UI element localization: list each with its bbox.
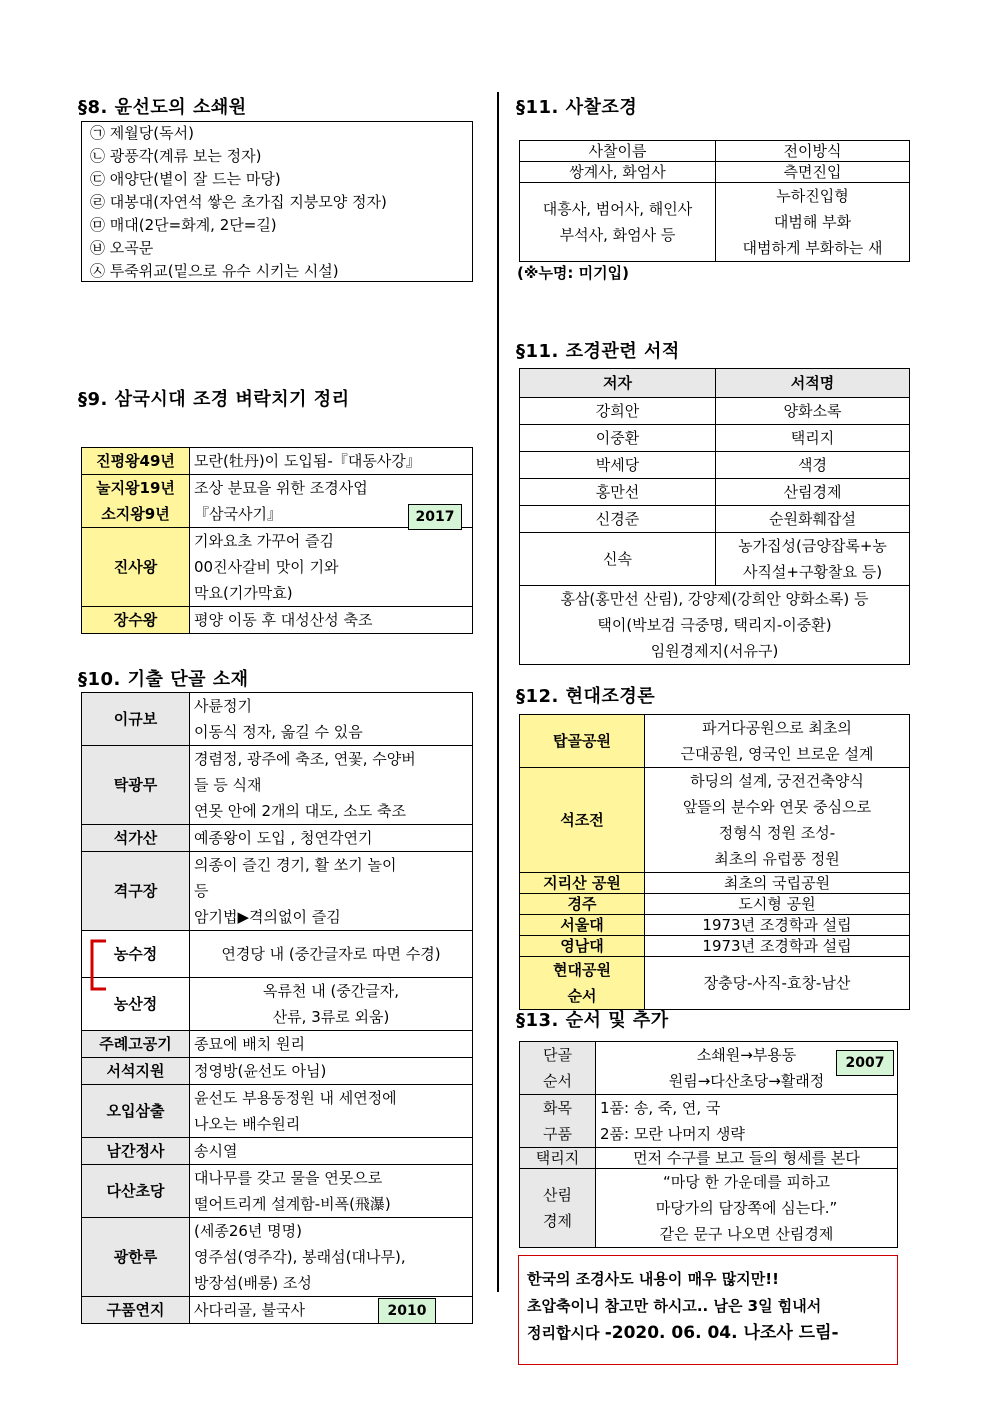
s12-value <box>645 894 910 915</box>
cell-line: 원림→다산초당→활래정 <box>668 1072 825 1090</box>
s8-item: ㉡ 광풍각(계류 보는 정자) <box>90 147 262 165</box>
cell-line: 단골 <box>543 1046 572 1064</box>
closing-signature: -2020. 06. 04. 나조사 드림- <box>604 1323 839 1343</box>
s11b-cell: 신경준 <box>520 506 716 533</box>
s10-value <box>190 978 473 1031</box>
cell-line: 1973년 조경학과 설립 <box>702 916 852 934</box>
closing-line: 정리합시다 -2020. 06. 04. 나조사 드림- <box>527 1323 839 1343</box>
s11b-cell: 신속 <box>520 533 716 586</box>
s12-key <box>520 715 645 768</box>
closing-line: 한국의 조경사도 내용이 매우 많지만!! <box>527 1270 779 1288</box>
cell-line: 앞뜰의 분수와 연못 중심으로 <box>682 798 872 816</box>
table-row <box>82 931 473 978</box>
cell-line: 들 등 식재 <box>194 776 262 794</box>
s10-value <box>190 1058 473 1085</box>
s10-value <box>190 931 473 978</box>
cell-line: 2품: 모란 나머지 생략 <box>600 1125 745 1143</box>
cell-line: 순서 <box>543 1072 572 1090</box>
table-row <box>520 425 910 452</box>
s13-title: §13. 순서 및 추가 <box>516 1010 669 1031</box>
s11b-cell: 택리지 <box>716 425 910 452</box>
cell-line: 도시형 공원 <box>738 895 816 913</box>
cell-line: 같은 문구 나오면 산림경제 <box>659 1225 834 1243</box>
s13-value <box>596 1095 898 1148</box>
cell-line: 방장섬(배롱) 조성 <box>194 1274 312 1292</box>
cell-line: 1품: 송, 죽, 연, 국 <box>600 1099 721 1117</box>
s9-value: 기와요초 가꾸어 즐김 00진사갈비 맛이 기와 막요(기가막효) <box>190 528 473 607</box>
table-row <box>82 1085 473 1138</box>
s10-key: 격구장 <box>82 852 190 931</box>
s13-key <box>520 1148 596 1169</box>
s10-value <box>190 1138 473 1165</box>
cell-line: 마당가의 담장쪽에 심는다.” <box>655 1199 838 1217</box>
table-row <box>520 586 910 665</box>
s8-item: ㉣ 대봉대(자연석 쌓은 초가집 지붕모양 정자) <box>90 193 387 211</box>
s12-value <box>645 715 910 768</box>
table-row <box>82 852 473 931</box>
cell-line: 하딩의 설계, 궁전건축양식 <box>690 772 864 790</box>
cell-line: 산림 <box>543 1186 572 1204</box>
table-row <box>520 1169 898 1248</box>
s11b-cell: 색경 <box>716 452 910 479</box>
cell-line: 경렴정, 광주에 축조, 연꽃, 수양버 <box>194 750 416 768</box>
cell-line: 임원경제지(서유구) <box>650 642 779 660</box>
cell-line: 장충당-사직-효창-남산 <box>703 974 851 992</box>
s8-item: ㉠ 제월당(독서) <box>90 124 194 142</box>
s8-box <box>81 121 473 282</box>
cell-line: 소쇄원→부용동 <box>696 1046 797 1064</box>
table-row <box>520 936 910 957</box>
s10-value <box>190 1031 473 1058</box>
cell-line: 서울대 <box>560 916 604 934</box>
cell-line: 등 <box>194 882 209 900</box>
s11a-title: §11. 사찰조경 <box>516 97 638 118</box>
s9-value: 조상 분묘을 위한 조경사업 『삼국사기』 2017 <box>190 475 473 528</box>
cell-line: 대나무를 갖고 물을 연못으로 <box>194 1169 383 1187</box>
table-row <box>520 894 910 915</box>
table-row <box>520 957 910 1010</box>
s9-key: 진평왕49년 <box>82 448 190 475</box>
s8-item: ㉥ 오곡문 <box>90 239 154 257</box>
cell-line: 산류, 3류로 외움) <box>272 1008 390 1026</box>
cell-line: 사직설+구황찰요 등) <box>742 563 883 581</box>
s12-key <box>520 936 645 957</box>
cell-line: 정형식 정원 조성- <box>718 824 836 842</box>
s8-item: ㉢ 애양단(볕이 잘 드는 마당) <box>90 170 281 188</box>
table-row <box>82 1031 473 1058</box>
s11b-cell: 이중환 <box>520 425 716 452</box>
s11a-cell: 누하진입형 대범해 부화 대범하게 부화하는 새 <box>716 183 910 262</box>
cell-line: 정영방(윤선도 아님) <box>194 1062 327 1080</box>
s10-key: 서석지원 <box>82 1058 190 1085</box>
cell-line: 순서 <box>567 987 597 1005</box>
year-badge: 2017 <box>408 504 462 530</box>
s11b-cell <box>716 533 910 586</box>
cell-line: 이동식 정자, 옮길 수 있음 <box>194 723 363 741</box>
s10-value <box>190 825 473 852</box>
cell-line: 최초의 국립공원 <box>723 874 831 892</box>
table-row <box>82 746 473 825</box>
s10-value <box>190 1297 473 1324</box>
cell-line: 사다리골, 불국사 <box>194 1301 305 1319</box>
s10-value <box>190 1085 473 1138</box>
s11a-header: 전이방식 <box>716 141 910 162</box>
table-row <box>82 1165 473 1218</box>
s12-value <box>645 936 910 957</box>
cell-line: 암기법▶격의없이 즐김 <box>194 908 341 926</box>
cell-line: 1973년 조경학과 설립 <box>702 937 852 955</box>
s12-value <box>645 915 910 936</box>
s10-key: 광한루 <box>82 1218 190 1297</box>
cell-line: 경제 <box>543 1212 572 1230</box>
closing-note <box>518 1255 898 1365</box>
s12-value <box>645 873 910 894</box>
column-divider <box>497 92 499 1292</box>
s13-value <box>596 1148 898 1169</box>
pair-bracket <box>84 935 110 997</box>
s9-title: §9. 삼국시대 조경 벼락치기 정리 <box>78 389 350 410</box>
s11b-cell: 박세당 <box>520 452 716 479</box>
s10-value <box>190 852 473 931</box>
s10-value <box>190 746 473 825</box>
s11b-cell: 강희안 <box>520 398 716 425</box>
table-row <box>82 693 473 746</box>
s11b-cell: 양화소록 <box>716 398 910 425</box>
table-row <box>520 1095 898 1148</box>
table-row <box>520 915 910 936</box>
cell-line: 탑골공원 <box>553 732 611 750</box>
table-row <box>520 533 910 586</box>
cell-line: 홍삼(홍만선 산림), 강양제(강희안 양화소록) 등 <box>560 590 869 608</box>
cell-line: 최초의 유럽풍 정원 <box>714 850 840 868</box>
table-row <box>82 1058 473 1085</box>
table-row <box>520 479 910 506</box>
s13-value <box>596 1169 898 1248</box>
s10-key: 농산정 <box>82 978 190 1031</box>
cell-line: 예종왕이 도입 , 청연각연기 <box>194 829 373 847</box>
s10-key: 이규보 <box>82 693 190 746</box>
s11b-title: §11. 조경관련 서적 <box>516 341 680 362</box>
s10-key: 남간정사 <box>82 1138 190 1165</box>
cell-line: 영주섬(영주각), 봉래섬(대나무), <box>194 1248 406 1266</box>
table-row <box>82 978 473 1031</box>
cell-line: 윤선도 부용동정원 내 세연정에 <box>194 1089 397 1107</box>
s11b-table <box>519 368 910 665</box>
s13-key <box>520 1042 596 1095</box>
table-row <box>82 1218 473 1297</box>
s11b-header: 저자 <box>520 369 716 398</box>
table-row <box>520 369 910 398</box>
s10-key: 구품연지 <box>82 1297 190 1324</box>
cell-line: 택이(박보검 극중명, 택리지-이중환) <box>597 616 832 634</box>
s13-key <box>520 1169 596 1248</box>
s9-value: 평양 이동 후 대성산성 축조 <box>190 607 473 634</box>
s12-key <box>520 915 645 936</box>
s9-key: 진사왕 <box>82 528 190 607</box>
cell-line: 떨어트리게 설계함-비폭(飛瀑) <box>194 1195 391 1213</box>
cell-line: 종묘에 배치 원리 <box>194 1035 305 1053</box>
table-row <box>520 452 910 479</box>
closing-line: 초압축이니 참고만 하시고.. 남은 3일 힘내서 <box>527 1297 822 1315</box>
year-badge: 2007 <box>836 1050 894 1076</box>
s8-title: §8. 윤선도의 소쇄원 <box>78 97 247 118</box>
s11a-cell: 대흥사, 범어사, 해인사 부석사, 화엄사 등 <box>520 183 716 262</box>
cell-line: 옥류천 내 (중간글자, <box>262 982 400 1000</box>
s8-list <box>90 122 472 283</box>
table-row <box>520 715 910 768</box>
s9-table <box>81 447 473 634</box>
s11a-table <box>519 140 910 262</box>
cell-line: 화목 <box>543 1099 572 1117</box>
table-row <box>520 398 910 425</box>
cell-line: 농가집성(금양잡록+농 <box>738 537 887 555</box>
cell-line: 근대공원, 영국인 브로운 설계 <box>680 745 874 763</box>
s12-value <box>645 768 910 873</box>
s12-key <box>520 768 645 873</box>
s9-value: 모란(牡丹)이 도입됨-『대동사강』 <box>190 448 473 475</box>
s11b-footer <box>520 586 910 665</box>
cell-line: “마당 한 가운데를 피하고 <box>663 1173 830 1191</box>
table-row <box>520 1148 898 1169</box>
s10-value <box>190 1218 473 1297</box>
cell-line: (세종26년 명명) <box>194 1222 303 1240</box>
s11b-cell: 순원화훼잡설 <box>716 506 910 533</box>
s12-key <box>520 873 645 894</box>
cell-line: 연못 안에 2개의 대도, 소도 축조 <box>194 802 407 820</box>
s8-item: ㉦ 투죽위교(밑으로 유수 시키는 시설) <box>90 262 339 280</box>
cell-line: 연경당 내 (중간글자로 따면 수경) <box>221 945 441 963</box>
table-row <box>520 873 910 894</box>
s10-key: 주례고공기 <box>82 1031 190 1058</box>
s11a-header: 사찰이름 <box>520 141 716 162</box>
cell-line: 현대공원 <box>553 961 611 979</box>
cell-line: 영남대 <box>560 937 604 955</box>
s9-key: 장수왕 <box>82 607 190 634</box>
s13-value <box>596 1042 898 1095</box>
s12-value <box>645 957 910 1010</box>
s11b-cell: 산림경제 <box>716 479 910 506</box>
cell-line: 사륜정기 <box>194 697 252 715</box>
cell-line: 먼저 수구를 보고 들의 형세를 본다 <box>633 1149 860 1167</box>
cell-line: 의종이 즐긴 경기, 활 쏘기 놀이 <box>194 856 397 874</box>
s12-title: §12. 현대조경론 <box>516 686 656 707</box>
s12-key <box>520 894 645 915</box>
cell-line: 경주 <box>567 895 597 913</box>
cell-line: 석조전 <box>560 811 604 829</box>
s11a-cell: 쌍계사, 화엄사 <box>520 162 716 183</box>
s10-key: 탁광무 <box>82 746 190 825</box>
s10-value <box>190 1165 473 1218</box>
s8-item: ㉤ 매대(2단=화계, 2단=길) <box>90 216 277 234</box>
cell-line: 파거다공원으로 최초의 <box>702 719 852 737</box>
cell-line: 택리지 <box>535 1149 580 1167</box>
s11a-note: (※누명: 미기입) <box>517 264 629 282</box>
s10-key: 석가산 <box>82 825 190 852</box>
year-badge: 2010 <box>378 1298 436 1324</box>
s11a-cell: 측면진입 <box>716 162 910 183</box>
s12-table <box>519 714 910 1010</box>
table-row <box>82 1297 473 1324</box>
s13-table <box>519 1041 898 1248</box>
s11b-cell: 홍만선 <box>520 479 716 506</box>
table-row <box>520 1042 898 1095</box>
s11b-header: 서적명 <box>716 369 910 398</box>
table-row <box>82 825 473 852</box>
s10-table <box>81 692 473 1324</box>
s12-key <box>520 957 645 1010</box>
table-row <box>520 506 910 533</box>
s10-value <box>190 693 473 746</box>
s10-key: 농수정 <box>82 931 190 978</box>
cell-line: 지리산 공원 <box>543 874 621 892</box>
s10-key: 오입삼출 <box>82 1085 190 1138</box>
s10-title: §10. 기출 단골 소재 <box>78 669 249 690</box>
cell-line: 구품 <box>543 1125 572 1143</box>
s9-key: 눌지왕19년 소지왕9년 <box>82 475 190 528</box>
table-row <box>82 1138 473 1165</box>
s10-key: 다산초당 <box>82 1165 190 1218</box>
cell-line: 나오는 배수원리 <box>194 1115 301 1133</box>
cell-line: 송시열 <box>194 1142 238 1160</box>
s13-key <box>520 1095 596 1148</box>
table-row <box>520 768 910 873</box>
